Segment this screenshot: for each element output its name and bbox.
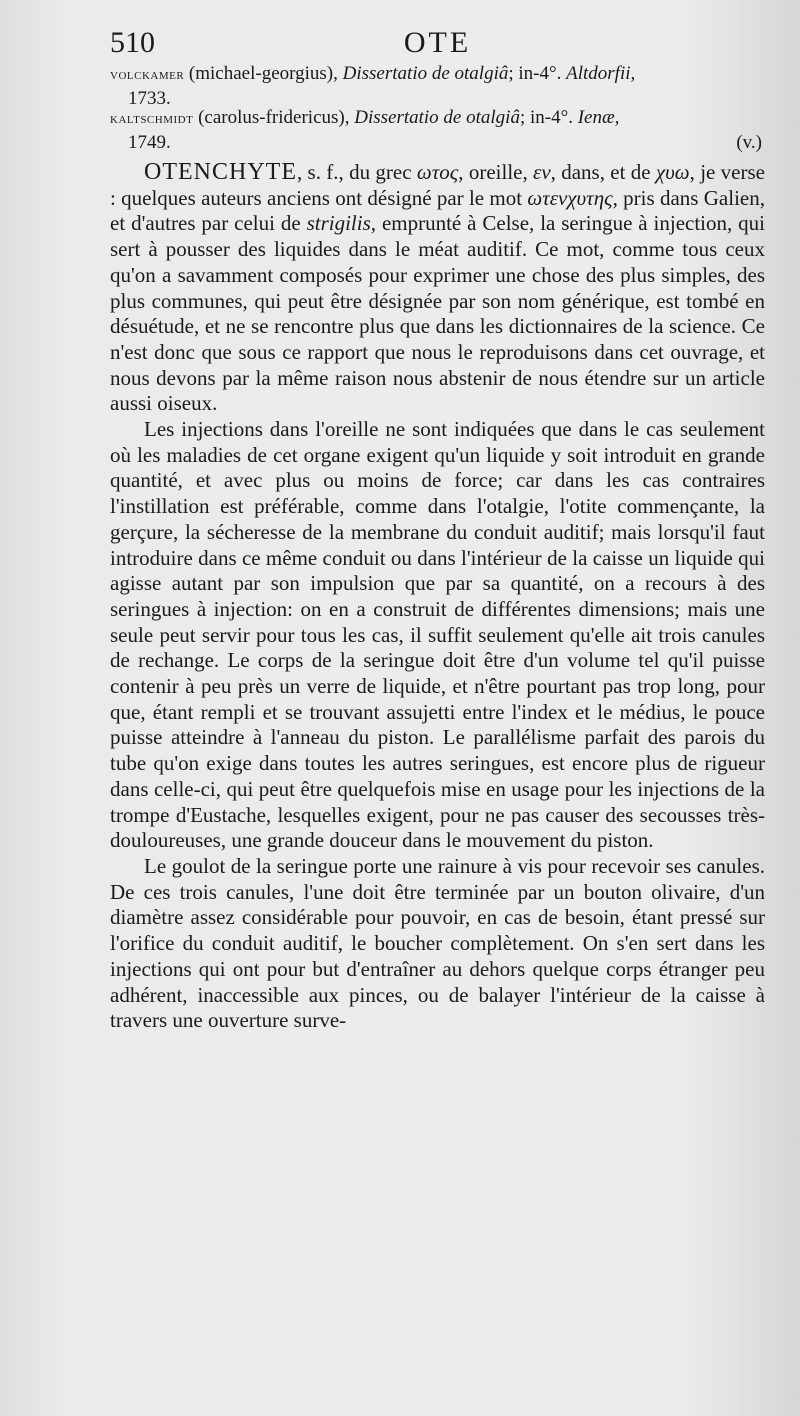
bib-names: (carolus-fridericus), <box>193 107 355 128</box>
text-run: , je verse : quelques auteurs anciens ont désigné par le mot <box>110 160 765 210</box>
text-run: , pris dans Galien, et d'autres par celui de <box>110 185 765 236</box>
article-paragraph: Les injections dans l'oreille ne sont indiquées que dans le cas seulement où les maladies de cet organe exigent qu'un liquide y soit introduit en grande quantité, et avec plus ou moins de force; car dans les cas contraires l'instillation est préférable, comme dans l'otalgie, l'otite commençante, la gerçure, la sécheresse de la membrane du conduit auditif; mais lorsqu'il faut introduire dans ce même conduit ou dans l'intérieur de la caisse un liquide qui agisse autant par son impulsion que par sa quantité, on a recours à des seringues à injection: on en a construit de différentes dimensions; mais une seule peut servir pour tous les cas, il suffit seulement qu'elle ait trois canules de rechange. Le corps de la seringue doit être d'un volume tel qu'il puisse contenir à peu près un verre de liquide, et n'être pourtant pas trop long, pour que, étant rempli et se trouvant assujetti entre l'index et le médius, le pouce puisse atteindre à l'anneau du piston. Le parallélisme parfait des parois du tube qu'on exige dans toutes les autres seringues, est encore plus de rigueur dans celle-ci, qui peut être quelquefois mise en usage pour les injections de la trompe d'Eustache, lesquelles exigent, pour ne pas causer des secousses très-douloureuses, une grande douceur dans le mouvement du piston. <box>110 417 765 853</box>
headword: OTENCHYTE <box>144 159 297 185</box>
page-header <box>110 26 765 60</box>
bibliography-entry <box>110 62 770 111</box>
bib-author: kaltschmidt <box>110 111 194 127</box>
bib-place: Altdorfii, <box>566 63 636 84</box>
text-run: , s. f., du grec <box>296 160 417 184</box>
greek-word: ωτος <box>416 160 459 184</box>
article-paragraph <box>110 160 765 417</box>
article-body <box>110 160 765 1034</box>
text-run: , oreille, <box>458 160 534 184</box>
running-head: OTE <box>403 26 472 59</box>
text-run: , emprunté à Celse, la seringue à injection, qui sert à pousser des liquides dans le méat auditif. Ce mot, comme tous ceux qu'on a savamment composés pour exprimer une chose des plus simples, des plus communes, qui peut être désignée par son nom générique, est tombé en désuétude, et ne se rencontre plus que dans les dictionnaires de la science. Ce n'est donc que sous ce rapport que nous le reproduisons dans cet ouvrage, et nous devons par la même raison nous abstenir de nous étendre sur un article aussi oiseux. <box>110 211 766 416</box>
bib-author: volckamer <box>110 67 185 83</box>
greek-word: χυω <box>655 160 690 184</box>
bib-year: 1733. <box>128 88 171 109</box>
page-number: 510 <box>110 26 155 59</box>
bib-place: Ienæ, <box>577 107 620 128</box>
author-signature: (v.) <box>736 132 762 153</box>
bib-format: ; in-4°. <box>508 63 567 84</box>
greek-word: ωτενχυτης <box>527 185 613 210</box>
bib-title: Dissertatio de otalgiâ <box>342 63 509 84</box>
bib-year: 1749. <box>128 132 171 153</box>
latin-word: strigilis <box>306 211 371 236</box>
bibliography-entry <box>110 106 770 155</box>
bib-names: (michael-georgius), <box>184 63 343 84</box>
article-paragraph: Le goulot de la seringue porte une rainure à vis pour recevoir ses canules. De ces trois canules, l'une doit être terminée par un bouton olivaire, d'un diamètre assez considérable pour pouvoir, en cas de besoin, étant pressé sur l'orifice du conduit auditif, le boucher complètement. On s'en sert dans les injections qui ont pour but d'entraîner au dehors quelque corps étranger peu adhérent, inaccessible aux pinces, ou de balayer l'intérieur de la caisse à travers une ouverture surve- <box>110 853 765 1033</box>
greek-word: εν <box>533 160 551 184</box>
text-run: , dans, et de <box>550 160 656 184</box>
bib-title: Dissertatio de otalgiâ <box>354 107 520 128</box>
bib-format: ; in-4°. <box>519 107 578 128</box>
